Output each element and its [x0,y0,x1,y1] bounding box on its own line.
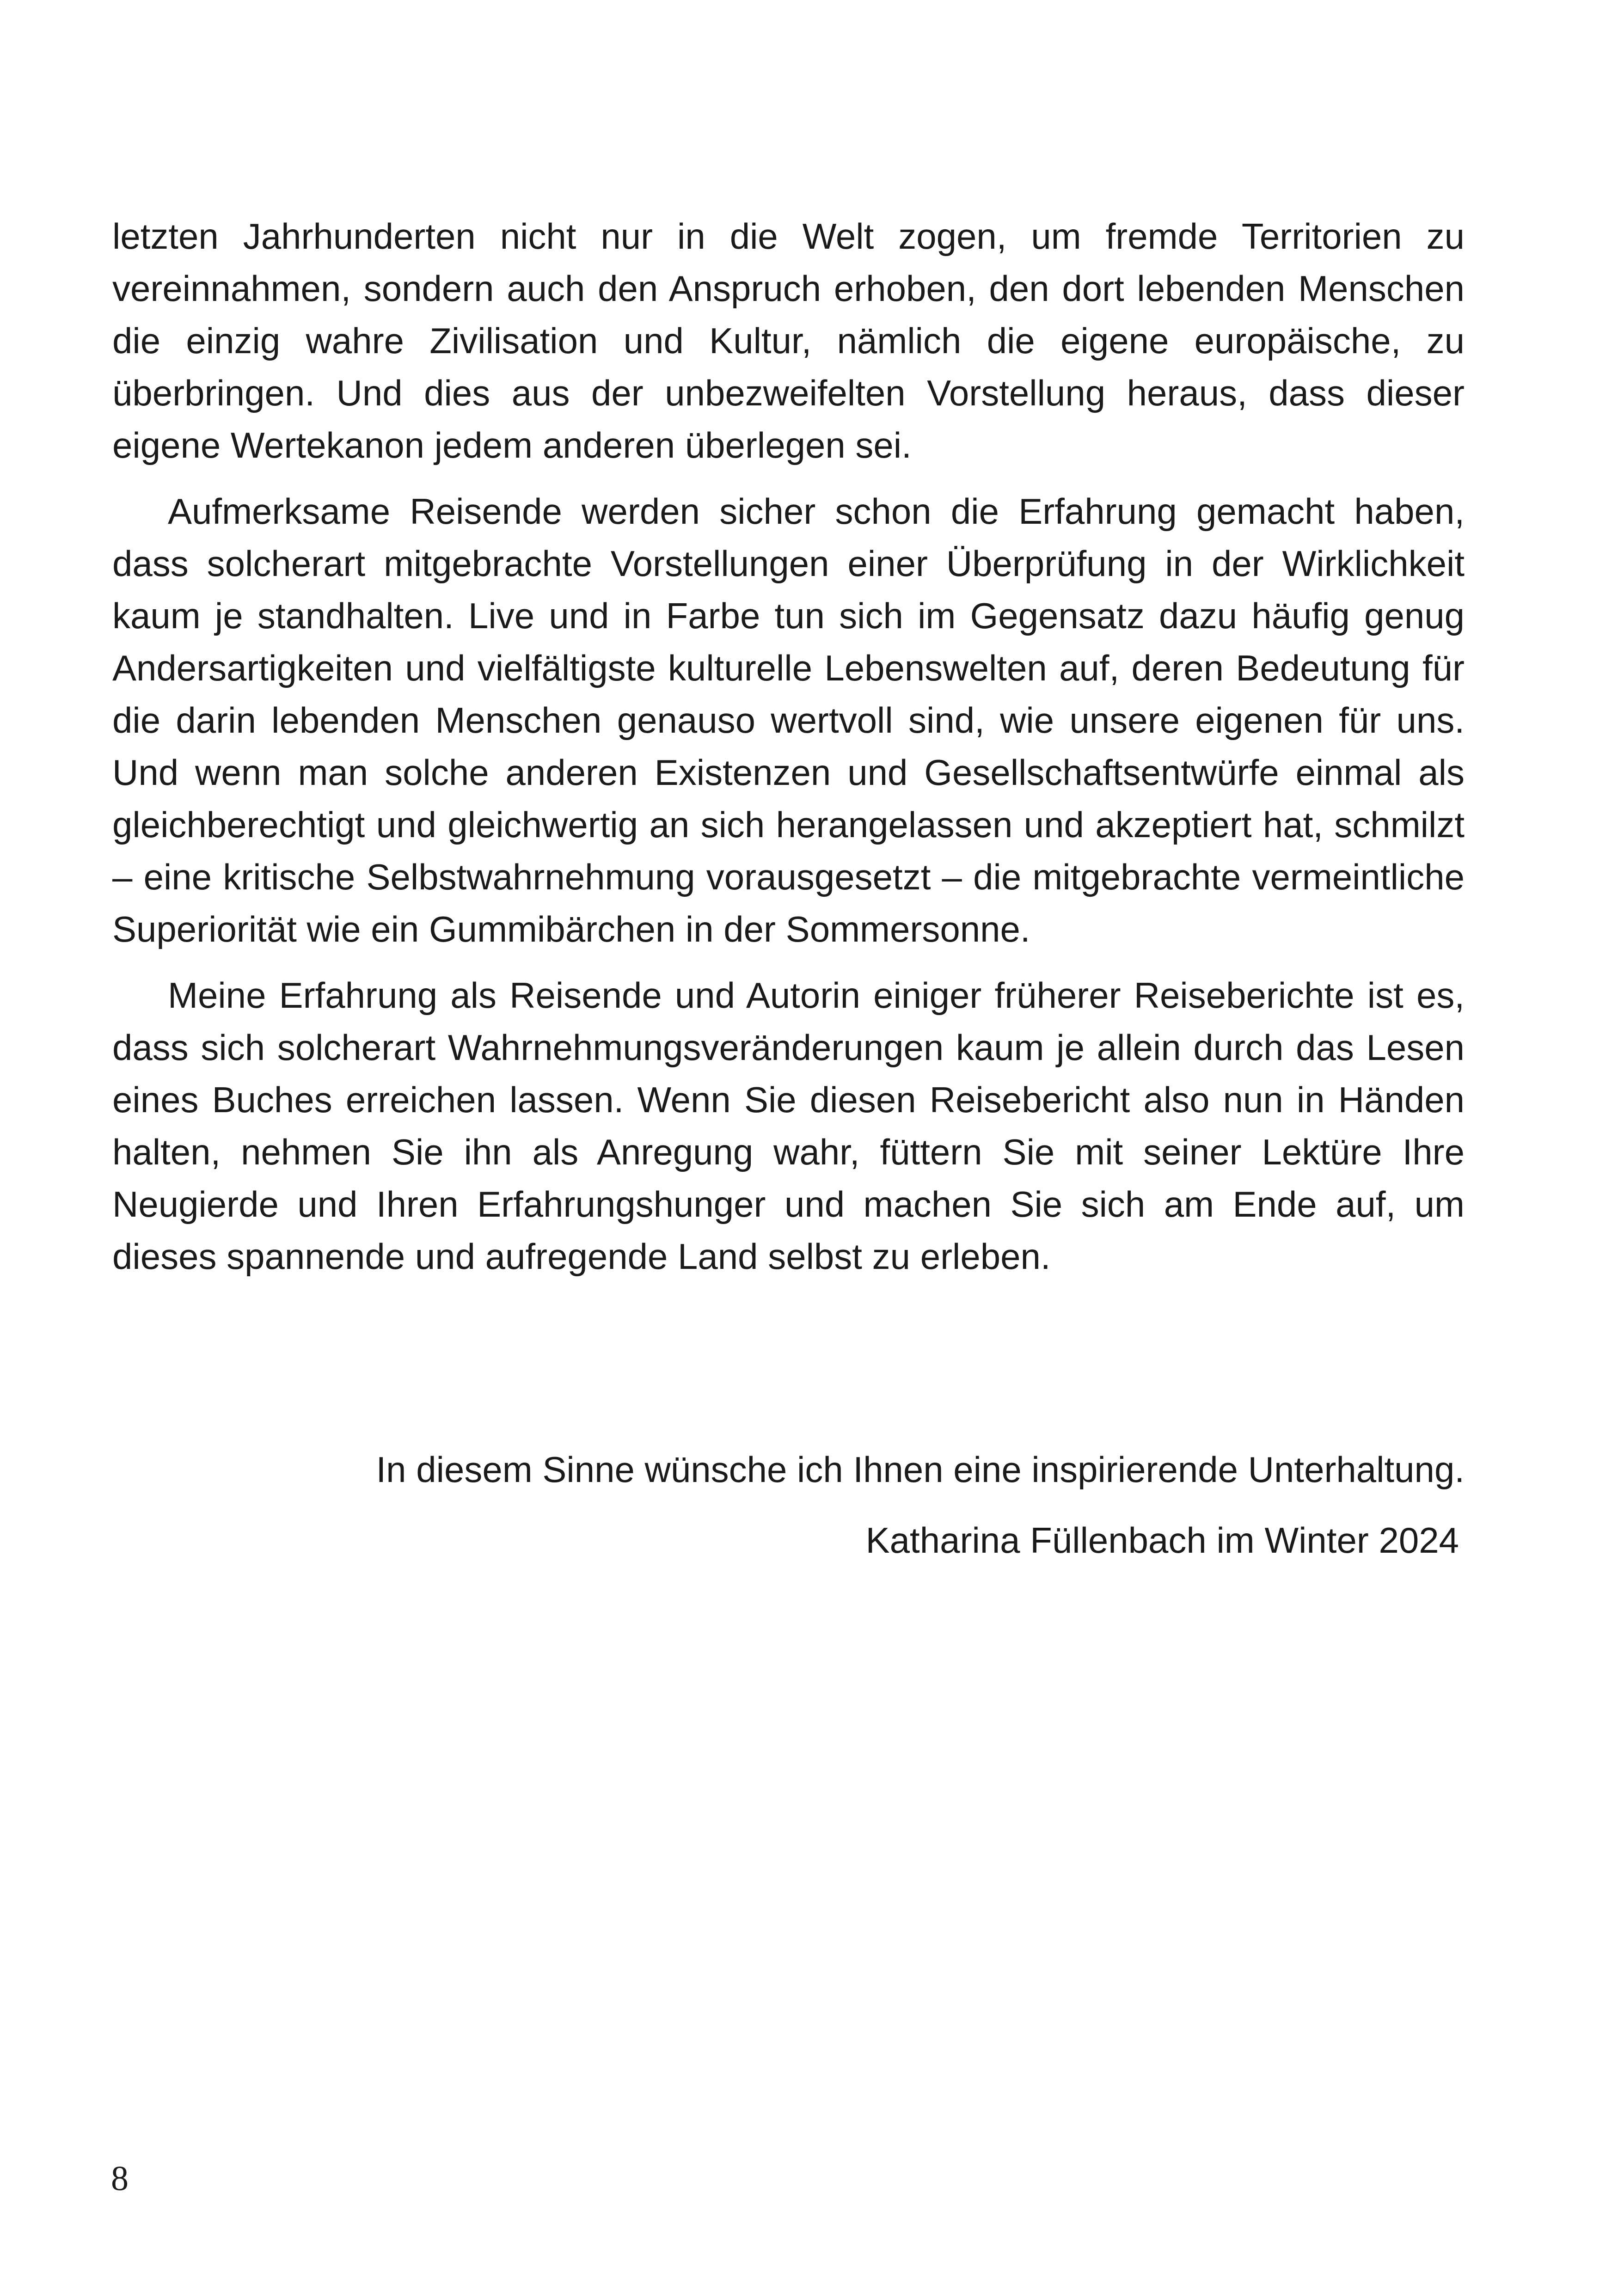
author-signature: Katharina Füllenbach im Winter 2024 [865,1520,1459,1561]
closing-wish: In diesem Sinne wünsche ich Ihnen eine inspirierende Unterhaltung. [376,1449,1465,1490]
closing-block [112,1444,1465,1567]
paragraph-travellers: Aufmerksame Reisende werden sicher schon die Erfahrung gemacht haben, dass solcherart mitgebrachte Vorstellungen einer Überprüfung in der Wirklichkeit kaum je standhalten. Live und in Farbe tun sich im Gegensatz dazu häufig genug Andersartigkeiten und vielfältigste kulturelle Lebenswelten auf, deren Bedeutung für die darin lebenden Menschen genauso wertvoll sind, wie unsere eigenen für uns. Und wenn man solche anderen Existenzen und Gesellschaftsentwürfe einmal als gleichberechtigt und gleichwertig an sich herangelassen und akzeptiert hat, schmilzt – eine kritische Selbstwahrnehmung vorausgesetzt – die mitgebrachte vermeintliche Superiorität wie ein Gummibärchen in der Sommersonne. [112,491,1465,949]
paragraph-experience: Meine Erfahrung als Reisende und Autorin einiger früherer Reiseberichte ist es, dass sich solcherart Wahrnehmungsveränderungen kaum je allein durch das Lesen eines Buches erreichen lassen. Wenn Sie diesen Reisebericht also nun in Händen halten, nehmen Sie ihn als Anregung wahr, füttern Sie mit seiner Lektüre Ihre Neugierde und Ihren Erfahrungshunger und machen Sie sich am Ende auf, um dieses spannende und aufregende Land selbst zu erleben. [112,975,1465,1277]
body-text [112,210,1465,1297]
page-number: 8 [111,2159,129,2198]
paragraph-continued: letzten Jahrhunderten nicht nur in die Welt zogen, um fremde Territorien zu vereinnahmen, sondern auch den Anspruch erhoben, den dort lebenden Menschen die einzig wahre Zivilisation und Kultur, nämlich die eigene europäische, zu überbringen. Und dies aus der unbezweifelten Vorstellung heraus, dass dieser eigene Wertekanon jedem anderen überlegen sei. [112,216,1465,465]
